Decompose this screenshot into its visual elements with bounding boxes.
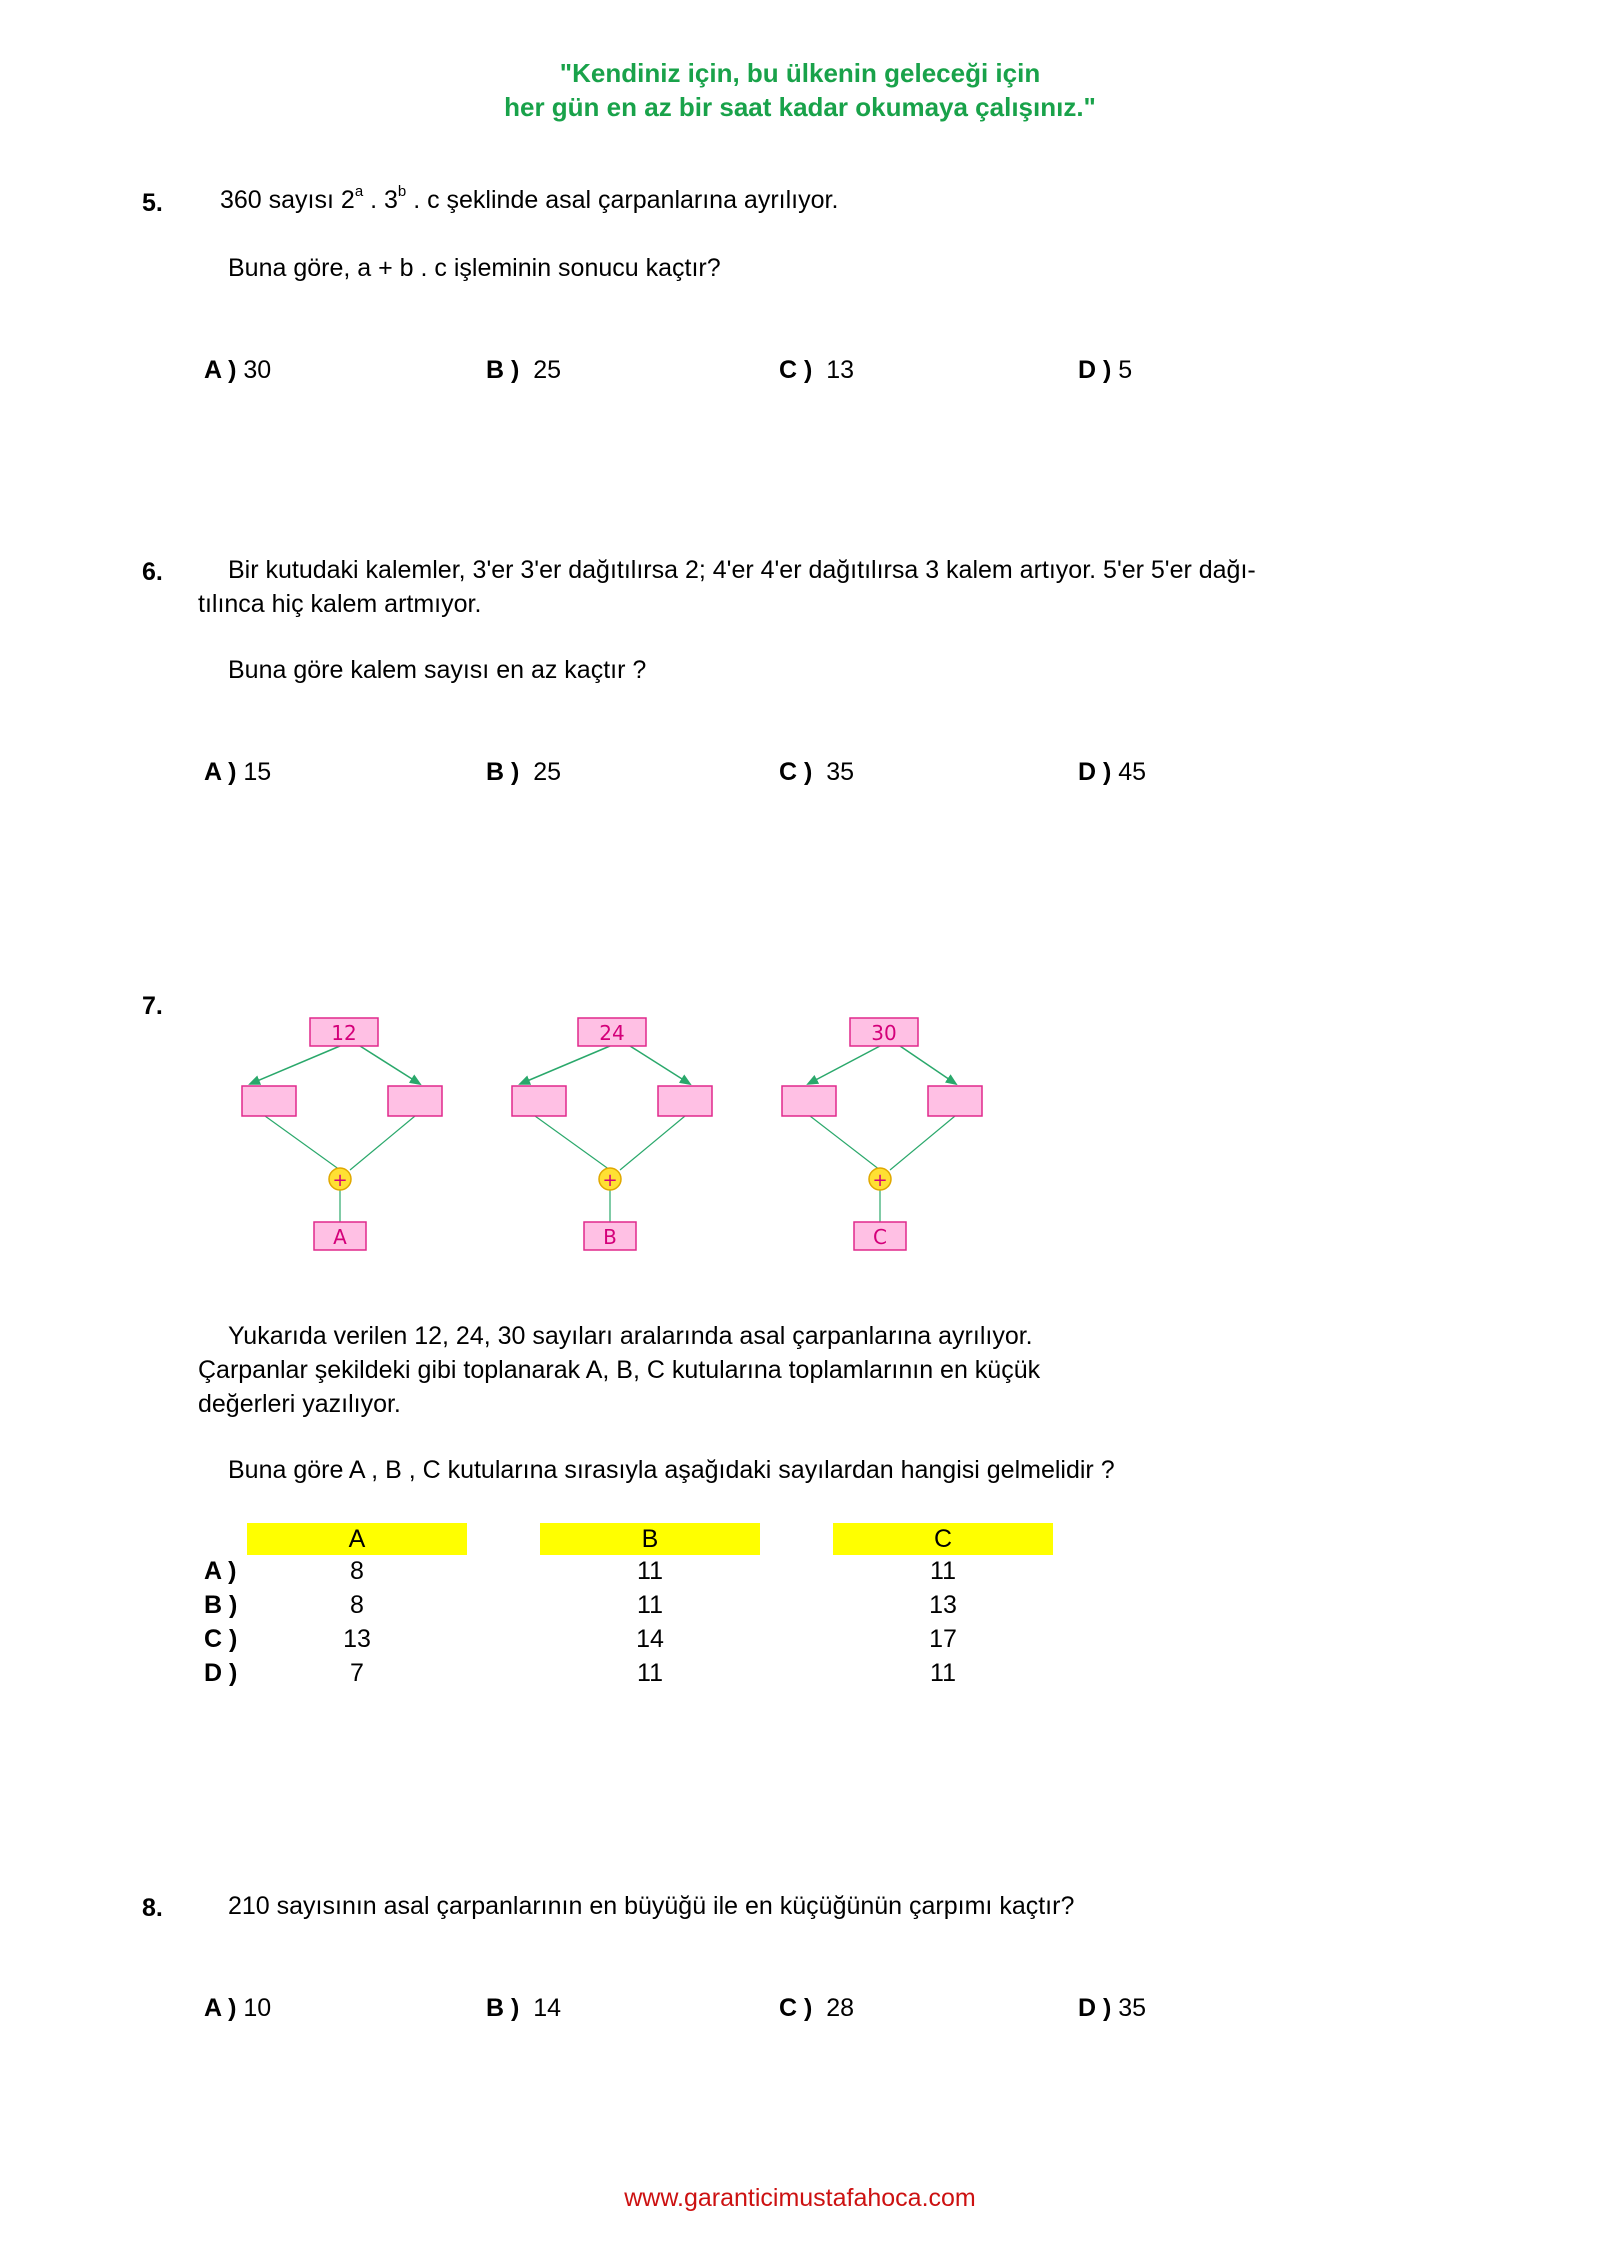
q6-option-b[interactable]: B ) 25 xyxy=(486,758,562,786)
tree-3-result-label: C xyxy=(873,1225,887,1249)
question-7-text-line-1: Yukarıda verilen 12, 24, 30 sayıları aralarında asal çarpanlarına ayrılıyor. xyxy=(228,1322,1033,1350)
q5-option-c[interactable]: C ) 13 xyxy=(779,356,855,384)
tree-2-top-value: 24 xyxy=(599,1021,625,1045)
question-5-prompt: Buna göre, a + b . c işleminin sonucu kaçtır? xyxy=(228,254,721,282)
factor-tree-diagram xyxy=(220,1000,1020,1270)
tree-3-right-box xyxy=(928,1086,982,1116)
question-7-text-line-3: değerleri yazılıyor. xyxy=(198,1390,401,1418)
table-header-a: A xyxy=(247,1523,467,1555)
table-cell: 11 xyxy=(930,1557,956,1585)
motto-line-1: "Kendiniz için, bu ülkenin geleceği için xyxy=(559,58,1041,88)
exponent-a: a xyxy=(354,183,364,200)
row-label: B ) xyxy=(204,1591,238,1619)
tree-1-right-box xyxy=(388,1086,442,1116)
table-cell: 13 xyxy=(929,1591,957,1619)
tree-2-result-label: B xyxy=(603,1225,617,1249)
question-5-stem: 360 sayısı 2$^a$ . 3$^b$ . c şeklinde asal çarpanlarına ayrılıyor. xyxy=(220,183,839,214)
question-6-stem-line-1: Bir kutudaki kalemler, 3'er 3'er dağıtılırsa 2; 4'er 4'er dağıtılırsa 3 kalem artıyor. 5'er 5'er dağı- xyxy=(228,556,1256,584)
question-5-number: 5. xyxy=(142,189,163,217)
table-cell: 11 xyxy=(637,1591,663,1619)
question-6-number: 6. xyxy=(142,558,163,586)
table-cell: 7 xyxy=(350,1659,364,1687)
question-8-number: 8. xyxy=(142,1894,163,1922)
exponent-b: b xyxy=(397,183,407,200)
q6-option-d[interactable]: D ) 45 xyxy=(1078,758,1147,786)
factor-tree-3 xyxy=(782,1018,982,1250)
svg-text:+: + xyxy=(602,1170,618,1191)
question-6-prompt: Buna göre kalem sayısı en az kaçtır ? xyxy=(228,656,647,684)
factor-tree-1 xyxy=(242,1018,442,1250)
tree-2-right-box xyxy=(658,1086,712,1116)
motto-line-2: her gün en az bir saat kadar okumaya çalışınız." xyxy=(504,92,1096,122)
q6-option-c[interactable]: C ) 35 xyxy=(779,758,855,786)
question-7-number: 7. xyxy=(142,992,163,1020)
q5-option-d[interactable]: D ) 5 xyxy=(1078,356,1133,384)
q8-option-c[interactable]: C ) 28 xyxy=(779,1994,855,2022)
tree-1-left-box xyxy=(242,1086,296,1116)
q5-option-b[interactable]: B ) 25 xyxy=(486,356,562,384)
question-6-stem-line-2: tılınca hiç kalem artmıyor. xyxy=(198,590,482,618)
question-7-prompt: Buna göre A , B , C kutularına sırasıyla aşağıdaki sayılardan hangisi gelmelidir ? xyxy=(228,1456,1115,1484)
table-cell: 8 xyxy=(350,1557,364,1585)
row-label: D ) xyxy=(204,1659,238,1687)
table-cell: 11 xyxy=(637,1659,663,1687)
tree-3-left-box xyxy=(782,1086,836,1116)
row-label: A ) xyxy=(204,1557,237,1585)
footer-website-link[interactable]: www.garanticimustafahoca.com xyxy=(624,2184,976,2212)
table-cell: 8 xyxy=(350,1591,364,1619)
table-cell: 17 xyxy=(929,1625,957,1653)
tree-2-left-box xyxy=(512,1086,566,1116)
svg-text:+: + xyxy=(332,1170,348,1191)
q5-option-a[interactable]: A ) 30 xyxy=(204,356,272,384)
tree-1-top-value: 12 xyxy=(331,1021,357,1045)
table-cell: 14 xyxy=(636,1625,664,1653)
table-cell: 11 xyxy=(930,1659,956,1687)
tree-1-result-label: A xyxy=(333,1225,347,1249)
q8-option-b[interactable]: B ) 14 xyxy=(486,1994,562,2022)
svg-text:+: + xyxy=(872,1170,888,1191)
q8-option-a[interactable]: A ) 10 xyxy=(204,1994,272,2022)
question-8-prompt: 210 sayısının asal çarpanlarının en büyüğü ile en küçüğünün çarpımı kaçtır? xyxy=(228,1892,1075,1920)
table-cell: 13 xyxy=(343,1625,371,1653)
tree-3-top-value: 30 xyxy=(871,1021,897,1045)
table-header-c: C xyxy=(833,1523,1053,1555)
q6-option-a[interactable]: A ) 15 xyxy=(204,758,272,786)
table-header-b: B xyxy=(540,1523,760,1555)
question-7-text-line-2: Çarpanlar şekildeki gibi toplanarak A, B, C kutularına toplamlarının en küçük xyxy=(198,1356,1041,1384)
table-cell: 11 xyxy=(637,1557,663,1585)
factor-tree-2 xyxy=(512,1018,712,1250)
q8-option-d[interactable]: D ) 35 xyxy=(1078,1994,1147,2022)
row-label: C ) xyxy=(204,1625,238,1653)
